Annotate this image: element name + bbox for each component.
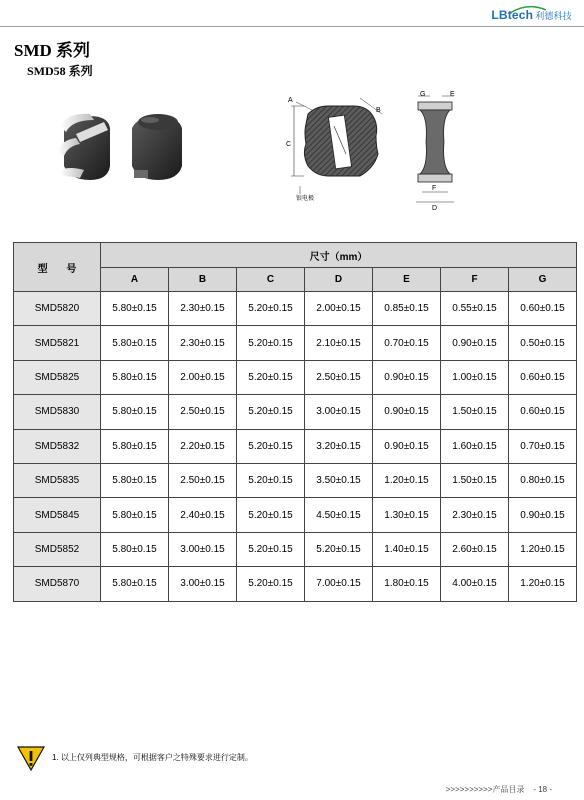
value-cell: 5.20±0.15 — [237, 567, 305, 601]
dim-label-d: D — [432, 205, 438, 212]
value-cell: 5.80±0.15 — [101, 360, 169, 394]
column-header: D — [305, 268, 373, 292]
value-cell: 5.20±0.15 — [237, 326, 305, 360]
value-cell: 0.70±0.15 — [509, 429, 577, 463]
value-cell: 5.20±0.15 — [237, 429, 305, 463]
value-cell: 0.60±0.15 — [509, 360, 577, 394]
value-cell: 2.20±0.15 — [169, 429, 237, 463]
value-cell: 5.80±0.15 — [101, 532, 169, 566]
value-cell: 1.80±0.15 — [373, 567, 441, 601]
value-cell: 0.55±0.15 — [441, 292, 509, 326]
logo-text: LBtech — [491, 8, 534, 22]
value-cell: 2.00±0.15 — [169, 360, 237, 394]
value-cell: 1.40±0.15 — [373, 532, 441, 566]
value-cell: 2.30±0.15 — [441, 498, 509, 532]
value-cell: 5.80±0.15 — [101, 567, 169, 601]
model-cell: SMD5870 — [14, 567, 101, 601]
table-row — [14, 360, 577, 394]
value-cell: 2.50±0.15 — [169, 395, 237, 429]
value-cell: 7.00±0.15 — [305, 567, 373, 601]
value-cell: 3.00±0.15 — [169, 532, 237, 566]
value-cell: 2.00±0.15 — [305, 292, 373, 326]
table-row — [14, 532, 577, 566]
value-cell: 2.50±0.15 — [305, 360, 373, 394]
model-cell: SMD5852 — [14, 532, 101, 566]
value-cell: 2.40±0.15 — [169, 498, 237, 532]
table-row — [14, 567, 577, 601]
value-cell: 5.20±0.15 — [237, 498, 305, 532]
column-header: E — [373, 268, 441, 292]
model-cell: SMD5830 — [14, 395, 101, 429]
value-cell: 5.80±0.15 — [101, 498, 169, 532]
value-cell: 0.60±0.15 — [509, 395, 577, 429]
value-cell: 0.60±0.15 — [509, 292, 577, 326]
dim-label-g: G — [420, 91, 426, 98]
column-header: F — [441, 268, 509, 292]
model-cell: SMD5821 — [14, 326, 101, 360]
value-cell: 2.30±0.15 — [169, 292, 237, 326]
value-cell: 5.20±0.15 — [237, 463, 305, 497]
value-cell: 0.85±0.15 — [373, 292, 441, 326]
value-cell: 5.20±0.15 — [237, 532, 305, 566]
value-cell: 2.30±0.15 — [169, 326, 237, 360]
dim-label-b: B — [376, 107, 381, 114]
warning-icon — [16, 744, 46, 772]
footnote: 1. 以上仅列典型规格，可根据客户之特殊要求进行定制。 — [52, 753, 253, 762]
model-cell: SMD5825 — [14, 360, 101, 394]
value-cell: 0.90±0.15 — [441, 326, 509, 360]
value-cell: 3.00±0.15 — [169, 567, 237, 601]
column-header: C — [237, 268, 305, 292]
pad-label: 银电极 — [296, 196, 315, 202]
value-cell: 1.50±0.15 — [441, 395, 509, 429]
value-cell: 0.90±0.15 — [509, 498, 577, 532]
value-cell: 0.50±0.15 — [509, 326, 577, 360]
table-row — [14, 429, 577, 463]
value-cell: 1.60±0.15 — [441, 429, 509, 463]
model-cell: SMD5845 — [14, 498, 101, 532]
catalog-label: >>>>>>>>>>产品目录 — [445, 785, 525, 794]
value-cell: 3.20±0.15 — [305, 429, 373, 463]
dimension-drawing — [282, 88, 482, 218]
value-cell: 5.20±0.15 — [305, 532, 373, 566]
spec-table — [13, 242, 577, 602]
product-photo — [50, 100, 200, 190]
page-footer — [446, 784, 552, 795]
header-rule — [0, 26, 584, 27]
value-cell: 0.90±0.15 — [373, 429, 441, 463]
logo-cn-text: 利德科技 — [535, 11, 572, 21]
value-cell: 1.20±0.15 — [509, 532, 577, 566]
column-header: G — [509, 268, 577, 292]
dim-label-a: A — [288, 97, 293, 104]
table-row — [14, 326, 577, 360]
value-cell: 0.90±0.15 — [373, 360, 441, 394]
value-cell: 2.10±0.15 — [305, 326, 373, 360]
value-cell: 0.70±0.15 — [373, 326, 441, 360]
table-row — [14, 463, 577, 497]
value-cell: 5.80±0.15 — [101, 326, 169, 360]
model-cell: SMD5832 — [14, 429, 101, 463]
dim-label-f: F — [432, 185, 437, 192]
value-cell: 5.80±0.15 — [101, 463, 169, 497]
model-header: 型 号 — [14, 243, 101, 292]
dim-label-e: E — [450, 91, 455, 98]
series-subtitle: SMD58 系列 — [27, 64, 93, 78]
table-row — [14, 498, 577, 532]
model-cell: SMD5835 — [14, 463, 101, 497]
value-cell: 0.90±0.15 — [373, 395, 441, 429]
value-cell: 3.00±0.15 — [305, 395, 373, 429]
table-row — [14, 395, 577, 429]
model-cell: SMD5820 — [14, 292, 101, 326]
column-header: A — [101, 268, 169, 292]
value-cell: 5.20±0.15 — [237, 360, 305, 394]
value-cell: 5.20±0.15 — [237, 292, 305, 326]
value-cell: 3.50±0.15 — [305, 463, 373, 497]
value-cell: 5.80±0.15 — [101, 395, 169, 429]
page-number: - 18 - — [533, 785, 552, 794]
value-cell: 2.50±0.15 — [169, 463, 237, 497]
value-cell: 4.50±0.15 — [305, 498, 373, 532]
column-header: B — [169, 268, 237, 292]
value-cell: 5.20±0.15 — [237, 395, 305, 429]
value-cell: 5.80±0.15 — [101, 429, 169, 463]
value-cell: 1.50±0.15 — [441, 463, 509, 497]
company-logo — [491, 8, 572, 22]
page-title: SMD 系列 — [14, 41, 91, 60]
value-cell: 1.00±0.15 — [441, 360, 509, 394]
value-cell: 1.20±0.15 — [509, 567, 577, 601]
table-row — [14, 292, 577, 326]
dim-label-c: C — [286, 141, 292, 148]
value-cell: 2.60±0.15 — [441, 532, 509, 566]
value-cell: 1.30±0.15 — [373, 498, 441, 532]
value-cell: 0.80±0.15 — [509, 463, 577, 497]
size-header: 尺寸（mm） — [101, 243, 577, 268]
value-cell: 4.00±0.15 — [441, 567, 509, 601]
value-cell: 5.80±0.15 — [101, 292, 169, 326]
value-cell: 1.20±0.15 — [373, 463, 441, 497]
